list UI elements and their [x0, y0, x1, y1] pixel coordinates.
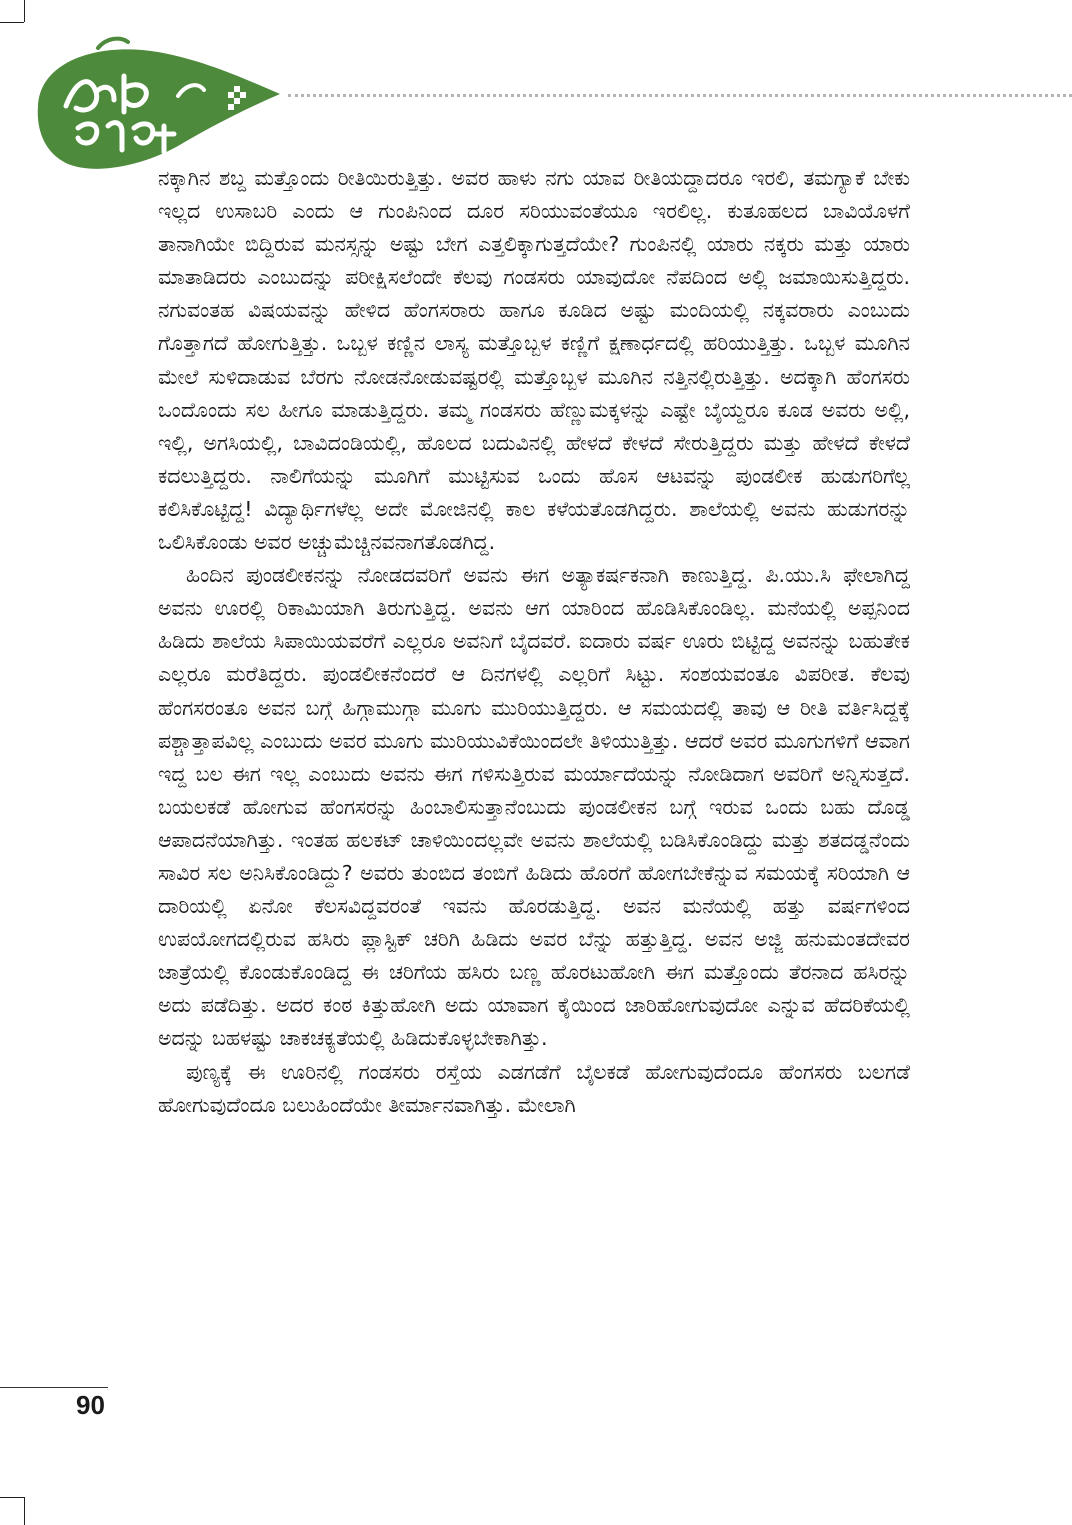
green-leaf-calligraphy-logo-icon: [28, 36, 288, 176]
header-dotted-rule: [288, 94, 1072, 97]
crop-mark-top-left: [0, 22, 24, 23]
paragraph: ಹಿಂದಿನ ಪುಂಡಲೀಕನನ್ನು ನೋಡದವರಿಗೆ ಅವನು ಈಗ ಅತ್ಯಾಕರ್ಷಕನಾಗಿ ಕಾಣುತ್ತಿದ್ದ. ಪಿ.ಯು.ಸಿ ಫೇಲಾಗಿದ್ದ ಅವನು ಊರಲ್ಲಿ ರಿಕಾಮಿಯಾಗಿ ತಿರುಗುತ್ತಿದ್ದ. ಅವನು ಆಗ ಯಾರಿಂದ ಹೊಡಿಸಿಕೊಂಡಿಲ್ಲ. ಮನೆಯಲ್ಲಿ ಅಪ್ಪನಿಂದ ಹಿಡಿದು ಶಾಲೆಯ ಸಿಪಾಯಿಯವರೆಗೆ ಎಲ್ಲರೂ ಅವನಿಗೆ ಬೈದವರೆ. ಐದಾರು ವರ್ಷ ಊರು ಬಿಟ್ಟಿದ್ದ ಅವನನ್ನು ಬಹುತೇಕ ಎಲ್ಲರೂ ಮರೆತಿದ್ದರು. ಪುಂಡಲೀಕನೆಂದರೆ ಆ ದಿನಗಳಲ್ಲಿ ಎಲ್ಲರಿಗೆ ಸಿಟ್ಟು. ಸಂಶಯವಂತೂ ವಿಪರೀತ. ಕೆಲವು ಹೆಂಗಸರಂತೂ ಅವನ ಬಗ್ಗೆ ಹಿಗ್ಗಾಮುಗ್ಗಾ ಮೂಗು ಮುರಿಯುತ್ತಿದ್ದರು. ಆ ಸಮಯದಲ್ಲಿ ತಾವು ಆ ರೀತಿ ವರ್ತಿಸಿದ್ದಕ್ಕೆ ಪಶ್ಚಾತ್ತಾಪವಿಲ್ಲ ಎಂಬುದು ಅವರ ಮೂಗು ಮುರಿಯುವಿಕೆಯಿಂದಲೇ ತಿಳಿಯುತ್ತಿತ್ತು. ಆದರೆ ಅವರ ಮೂಗುಗಳಿಗೆ ಆವಾಗ ಇದ್ದ ಬಲ ಈಗ ಇಲ್ಲ ಎಂಬುದು ಅವನು ಈಗ ಗಳಿಸುತ್ತಿರುವ ಮರ್ಯಾದೆಯನ್ನು ನೋಡಿದಾಗ ಅವರಿಗೆ ಅನ್ನಿಸುತ್ತದೆ. ಬಯಲಕಡೆ ಹೋಗುವ ಹೆಂಗಸರನ್ನು ಹಿಂಬಾಲಿಸುತ್ತಾನೆಂಬುದು ಪುಂಡಲೀಕನ ಬಗ್ಗೆ ಇರುವ ಒಂದು ಬಹು ದೊಡ್ಡ ಆಪಾದನೆಯಾಗಿತ್ತು. ಇಂತಹ ಹಲಕಟ್ ಚಾಳಿಯಿಂದಲ್ಲವೇ ಅವನು ಶಾಲೆಯಲ್ಲಿ ಬಡಿಸಿಕೊಂಡಿದ್ದು ಮತ್ತು ಶತದಡ್ಡನೆಂದು ಸಾವಿರ ಸಲ ಅನಿಸಿಕೊಂಡಿದ್ದು? ಅವರು ತುಂಬಿದ ತಂಬಿಗೆ ಹಿಡಿದು ಹೊರಗೆ ಹೋಗಬೇಕೆನ್ನುವ ಸಮಯಕ್ಕೆ ಸರಿಯಾಗಿ ಆ ದಾರಿಯಲ್ಲಿ ಏನೋ ಕೆಲಸವಿದ್ದವರಂತೆ ಇವನು ಹೊರಡುತ್ತಿದ್ದ. ಅವನ ಮನೆಯಲ್ಲಿ ಹತ್ತು ವರ್ಷಗಳಿಂದ ಉಪಯೋಗದಲ್ಲಿರುವ ಹಸಿರು ಪ್ಲಾಸ್ಟಿಕ್ ಚರಿಗಿ ಹಿಡಿದು ಅವರ ಬೆನ್ನು ಹತ್ತುತ್ತಿದ್ದ. ಅವನ ಅಜ್ಜಿ ಹನುಮಂತದೇವರ ಜಾತ್ರೆಯಲ್ಲಿ ಕೊಂಡುಕೊಂಡಿದ್ದ ಈ ಚರಿಗೆಯ ಹಸಿರು ಬಣ್ಣ ಹೊರಟುಹೋಗಿ ಈಗ ಮತ್ತೊಂದು ತೆರನಾದ ಹಸಿರನ್ನು ಅದು ಪಡೆದಿತ್ತು. ಅದರ ಕಂಠ ಕಿತ್ತುಹೋಗಿ ಅದು ಯಾವಾಗ ಕೈಯಿಂದ ಜಾರಿಹೋಗುವುದೋ ಎನ್ನುವ ಹೆದರಿಕೆಯಲ್ಲಿ ಅದನ್ನು ಬಹಳಷ್ಟು ಚಾಕಚಕ್ಯತೆಯಲ್ಲಿ ಹಿಡಿದುಕೊಳ್ಳಬೇಕಾಗಿತ್ತು.: [158, 563, 910, 1051]
crop-mark-top-left: [24, 0, 25, 22]
footer-rule: [0, 1387, 108, 1388]
crop-mark-bottom-left: [0, 1497, 24, 1498]
section-logo: [28, 36, 288, 176]
page-number: 90: [76, 1390, 105, 1420]
crop-mark-bottom-left: [24, 1497, 25, 1525]
paragraph: ನಕ್ಕಾಗಿನ ಶಬ್ದ ಮತ್ತೊಂದು ರೀತಿಯಿರುತ್ತಿತ್ತು. ಅವರ ಹಾಳು ನಗು ಯಾವ ರೀತಿಯದ್ದಾದರೂ ಇರಲಿ, ತಮಗ್ಯಾಕೆ ಬೇಕು ಇಲ್ಲದ ಉಸಾಬರಿ ಎಂದು ಆ ಗುಂಪಿನಿಂದ ದೂರ ಸರಿಯುವಂತೆಯೂ ಇರಲಿಲ್ಲ. ಕುತೂಹಲದ ಬಾವಿಯೊಳಗೆ ತಾನಾಗಿಯೇ ಬಿದ್ದಿರುವ ಮನಸ್ಸನ್ನು ಅಷ್ಟು ಬೇಗ ಎತ್ತಲಿಕ್ಕಾಗುತ್ತದೆಯೇ? ಗುಂಪಿನಲ್ಲಿ ಯಾರು ನಕ್ಕರು ಮತ್ತು ಯಾರು ಮಾತಾಡಿದರು ಎಂಬುದನ್ನು ಪರೀಕ್ಷಿಸಲೆಂದೇ ಕೆಲವು ಗಂಡಸರು ಯಾವುದೋ ನೆಪದಿಂದ ಅಲ್ಲಿ ಜಮಾಯಿಸುತ್ತಿದ್ದರು. ನಗುವಂತಹ ವಿಷಯವನ್ನು ಹೇಳಿದ ಹೆಂಗಸರಾರು ಹಾಗೂ ಕೂಡಿದ ಅಷ್ಟು ಮಂದಿಯಲ್ಲಿ ನಕ್ಕವರಾರು ಎಂಬುದು ಗೊತ್ತಾಗದೆ ಹೋಗುತ್ತಿತ್ತು. ಒಬ್ಬಳ ಕಣ್ಣಿನ ಲಾಸ್ಯ ಮತ್ತೊಬ್ಬಳ ಕಣ್ಣಿಗೆ ಕ್ಷಣಾರ್ಧದಲ್ಲಿ ಹರಿಯುತ್ತಿತ್ತು. ಒಬ್ಬಳ ಮೂಗಿನ ಮೇಲೆ ಸುಳಿದಾಡುವ ಬೆರಗು ನೋಡನೋಡುವಷ್ಟರಲ್ಲಿ ಮತ್ತೊಬ್ಬಳ ಮೂಗಿನ ನತ್ತಿನಲ್ಲಿರುತ್ತಿತ್ತು. ಅದಕ್ಕಾಗಿ ಹೆಂಗಸರು ಒಂದೊಂದು ಸಲ ಹೀಗೂ ಮಾಡುತ್ತಿದ್ದರು. ತಮ್ಮ ಗಂಡಸರು ಹೆಣ್ಣುಮಕ್ಕಳನ್ನು ಎಷ್ಟೇ ಬೈಯ್ದರೂ ಕೂಡ ಅವರು ಅಲ್ಲಿ, ಇಲ್ಲಿ, ಅಗಸಿಯಲ್ಲಿ, ಬಾವಿದಂಡಿಯಲ್ಲಿ, ಹೊಲದ ಬದುವಿನಲ್ಲಿ ಹೇಳದೆ ಕೇಳದೆ ಸೇರುತ್ತಿದ್ದರು ಮತ್ತು ಹೇಳದೆ ಕೇಳದೆ ಕದಲುತ್ತಿದ್ದರು. ನಾಲಿಗೆಯನ್ನು ಮೂಗಿಗೆ ಮುಟ್ಟಿಸುವ ಒಂದು ಹೊಸ ಆಟವನ್ನು ಪುಂಡಲೀಕ ಹುಡುಗರಿಗೆಲ್ಲ ಕಲಿಸಿಕೊಟ್ಟಿದ್ದ! ವಿದ್ಯಾರ್ಥಿಗಳೆಲ್ಲ ಅದೇ ಮೋಜಿನಲ್ಲಿ ಕಾಲ ಕಳೆಯತೊಡಗಿದ್ದರು. ಶಾಲೆಯಲ್ಲಿ ಅವನು ಹುಡುಗರನ್ನು ಒಲಿಸಿಕೊಂಡು ಅವರ ಅಚ್ಚುಮೆಚ್ಚಿನವನಾಗತೊಡಗಿದ್ದ.: [158, 166, 910, 555]
paragraph: ಪುಣ್ಯಕ್ಕೆ ಈ ಊರಿನಲ್ಲಿ ಗಂಡಸರು ರಸ್ತೆಯ ಎಡಗಡೆಗೆ ಬೈಲಕಡೆ ಹೋಗುವುದೆಂದೂ ಹೆಂಗಸರು ಬಲಗಡೆ ಹೋಗುವುದೆಂದೂ ಬಲುಹಿಂದೆಯೇ ತೀರ್ಮಾನವಾಗಿತ್ತು. ಮೇಲಾಗಿ: [158, 1059, 910, 1117]
article-body: [158, 162, 910, 1122]
